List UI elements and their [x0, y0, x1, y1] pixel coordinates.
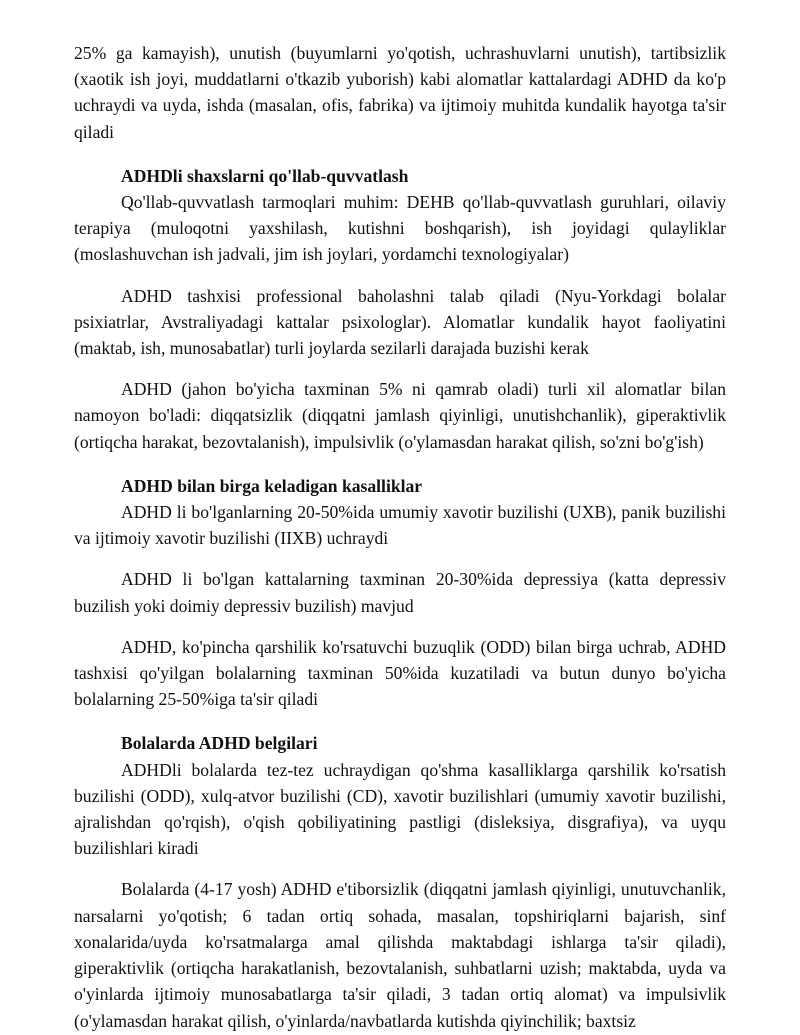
- section-support: [74, 163, 726, 455]
- paragraph-anxiety: ADHD li bo'lganlarning 20-50%ida umumiy xavotir buzilishi (UXB), panik buzilishi va ijtimoiy xavotir buzilishi (IIXB) uchraydi: [74, 502, 726, 549]
- paragraph-children-symptoms: Bolalarda (4-17 yosh) ADHD e'tiborsizlik (diqqatni jamlash qiyinligi, unutuvchanlik, narsalarni yo'qotish; 6 tadan ortiq sohada, masalan, topshiriqlarni bajarish, sinf xonalarida/uyda ko'rsatmalarga amal qilishda maktabdagi ishlarga ta'sir qiladi), giperaktivlik (ortiqcha harakatlanish, bezovtalanish, suhbatlarni uzish; maktabda, uyda va o'yinlarda ijtimoiy munosabatlarga ta'sir qiladi, 3 tadan ortiq alomat) va impulsivlik (o'ylamasdan harakat qilish, o'yinlarda/navbatlarda kutishda qiyinchilik; baxtsiz: [74, 879, 726, 1031]
- paragraph-odd: ADHD, ko'pincha qarshilik ko'rsatuvchi buzuqlik (ODD) bilan birga uchrab, ADHD tashxisi qo'yilgan bolalarning taxminan 50%ida kuzatiladi va butun dunyo bo'yicha bolalarning 25-50%iga ta'sir qiladi: [74, 636, 726, 710]
- section-heading-children: Bolalarda ADHD belgilari: [121, 733, 318, 754]
- section-children: [74, 730, 726, 1033]
- section-heading-support: ADHDli shaxslarni qo'llab-quvvatlash: [121, 165, 409, 186]
- section-comorbidities: [74, 473, 726, 713]
- paragraph-symptoms: ADHD (jahon bo'yicha taxminan 5% ni qamrab oladi) turli xil alomatlar bilan namoyon bo'ladi: diqqatsizlik (diqqatni jamlash qiyinligi, unutishchanlik), giperaktivlik (ortiqcha harakat, bezovtalanish), impulsivlik (o'ylamasdan harakat qilish, so'zni bo'g'ish): [74, 379, 726, 452]
- section-heading-comorbidities: ADHD bilan birga keladigan kasalliklar: [121, 475, 423, 496]
- paragraph-diagnosis: ADHD tashxisi professional baholashni talab qiladi (Nyu-Yorkdagi bolalar psixiatrlar, Avstraliyadagi kattalar psixologlar). Alomatlar kundalik hayot faoliyatini (maktab, ish, munosabatlar) turli joylarda sezilarli darajada buzishi kerak: [74, 285, 726, 359]
- paragraph-children-comorbidities: ADHDli bolalarda tez-tez uchraydigan qo'shma kasalliklarga qarshilik ko'rsatish buzilishi (ODD), xulq-atvor buzilishi (CD), xavotir buzilishlari (umumiy xavotir buzilishi, ajralishdan qo'rqish), o'qish qobiliyatining pastligi (disleksiya, disgrafiya), va uyqu buzilishlari kiradi: [74, 759, 726, 859]
- intro-continuation-paragraph: 25% ga kamayish), unutish (buyumlarni yo'qotish, uchrashuvlarni unutish), tartibsizlik (xaotik ish joyi, muddatlarni o'tkazib yuborish) kabi alomatlar kattalardagi ADHD da ko'p uchraydi va uyda, ishda (masalan, ofis, fabrika) va ijtimoiy muhitda kundalik hayotga ta'sir qiladi: [74, 43, 726, 142]
- paragraph-depression: ADHD li bo'lgan kattalarning taxminan 20-30%ida depressiya (katta depressiv buzilish yoki doimiy depressiv buzilish) mavjud: [74, 569, 726, 616]
- paragraph-support-networks: Qo'llab-quvvatlash tarmoqlari muhim: DEHB qo'llab-quvvatlash guruhlari, oilaviy terapiya (muloqotni yaxshilash, kutishni boshqarish), ish joyidagi qulayliklar (moslashuvchan ish jadvali, jim ish joylari, yordamchi texnologiyalar): [74, 192, 726, 265]
